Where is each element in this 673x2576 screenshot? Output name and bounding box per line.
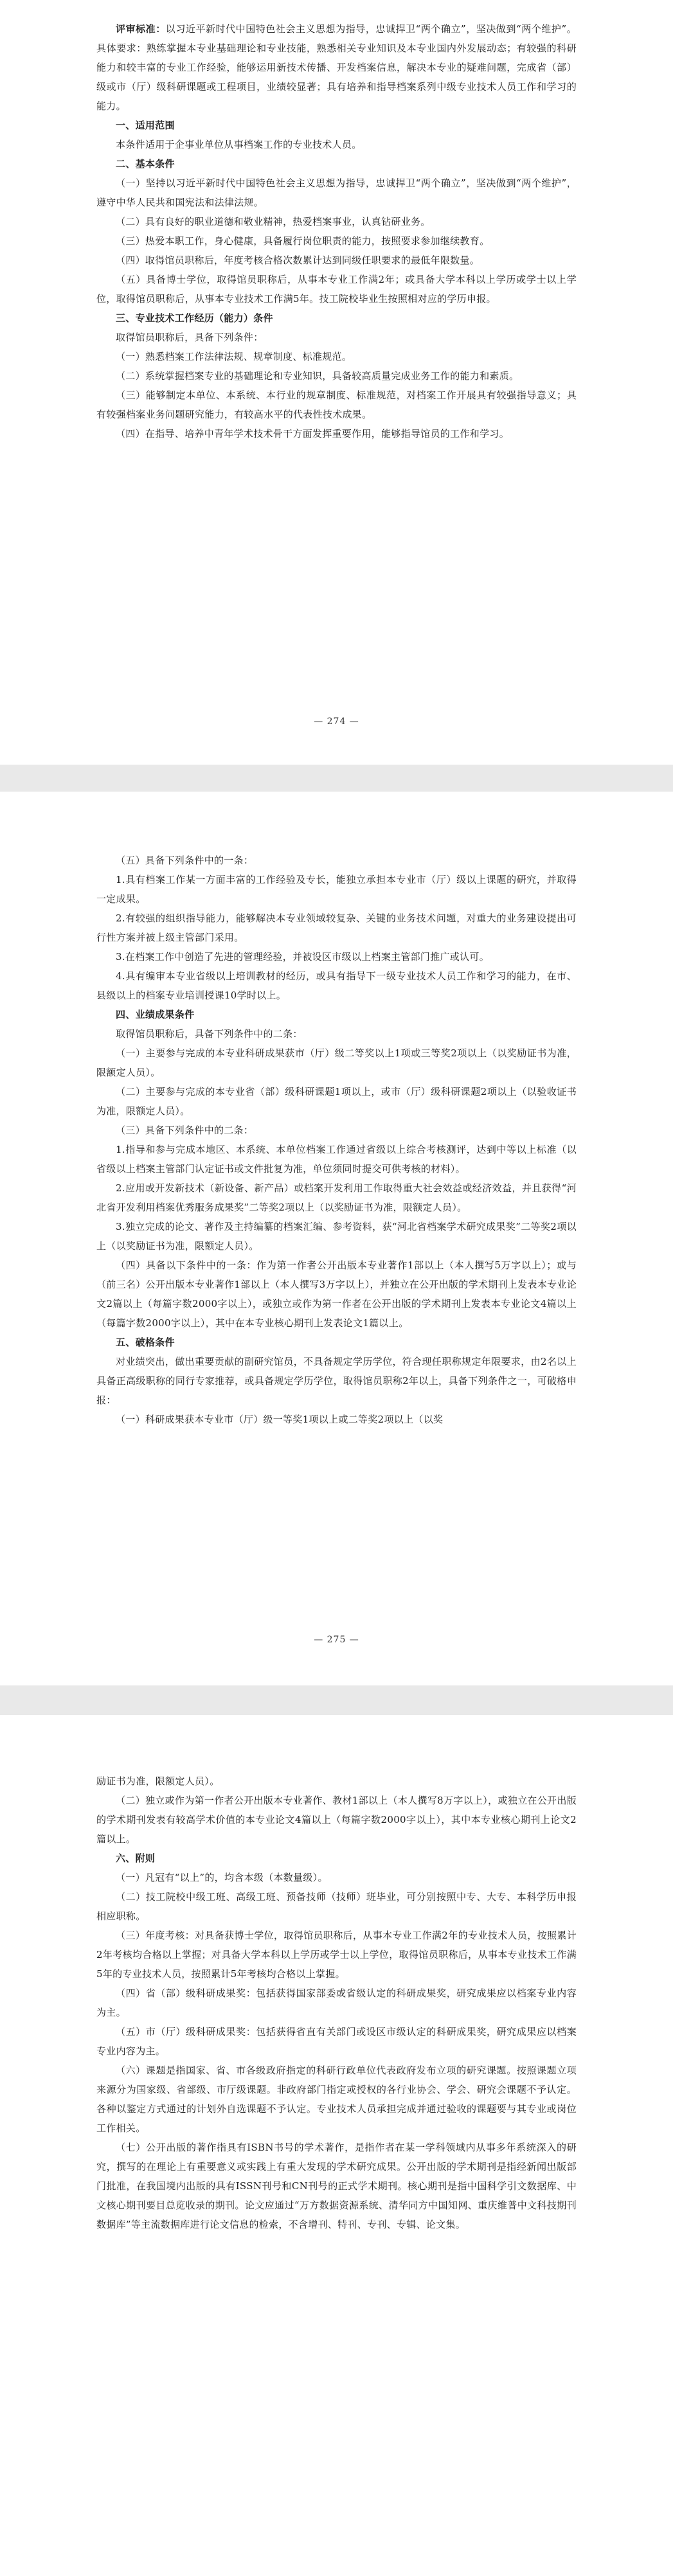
paragraph: 2.有较强的组织指导能力，能够解决本专业领域较复杂、关键的业务技术问题，对重大的业务建设提出可行性方案并被上级主管部门采用。 — [96, 912, 577, 943]
section-title-exceptional: 五、破格条件 — [116, 1337, 175, 1348]
paragraph: （一）熟悉档案工作法律法规、规章制度、标准规范。 — [116, 351, 352, 362]
evaluation-standard-label: 评审标准： — [116, 23, 166, 35]
paragraph: （七）公开出版的著作指具有ISBN书号的学术著作，是指作者在某一学科领域内从事多年系统深入的研究，撰写的在理论上有重要意义或实践上有重大发现的学术研究成果。公开出版的学术期刊是指经新闻出版部门批准，在我国境内出版的具有ISSN刊号和CN刊号的正式学术期刊。核心期刊是指中国科学引文数据库、中文核心期刊要目总览收录的期刊。论文应通过“万方数据资源系统、清华同方中国知网、重庆维普中文科技期刊数据库”等主流数据库进行论文信息的检索，不含增刊、特刊、专刊、专辑、论文集。 — [96, 2142, 577, 2230]
paragraph: （一）坚持以习近平新时代中国特色社会主义思想为指导，忠诚捍卫“两个确立”，坚决做到“两个维护”，遵守中华人民共和国宪法和法律法规。 — [96, 177, 577, 208]
paragraph: 1.具有档案工作某一方面丰富的工作经验及专长，能独立承担本专业市（厅）级以上课题的研究，并取得一定成果。 — [96, 874, 577, 905]
paragraph: （四）取得馆员职称后，年度考核合格次数累计达到同级任职要求的最低年限数量。 — [116, 254, 480, 266]
paragraph: （六）课题是指国家、省、市各级政府指定的科研行政单位代表政府发布立项的研究课题。按照课题立项来源分为国家级、省部级、市厅级课题。非政府部门指定或授权的各行业协会、学会、研究会课题不予认定。各种以鉴定方式通过的计划外自选课题不予认定。专业技术人员承担完成并通过验收的课题要与其专业或岗位工作相关。 — [96, 2065, 577, 2134]
section-title-basic-conditions: 二、基本条件 — [116, 158, 175, 170]
paragraph: 对业绩突出，做出重要贡献的副研究馆员，不具备规定学历学位，符合现任职称规定年限要求，由2名以上具备正高级职称的同行专家推荐，或具备规定学历学位，取得馆员职称2年以上，具备下列条件之一，可破格申报： — [96, 1356, 577, 1406]
paragraph: （五）具备博士学位，取得馆员职称后，从事本专业工作满2年；或具备大学本科以上学历或学士以上学位，取得馆员职称后，从事本专业技术工作满5年。技工院校毕业生按照相对应的学历申报。 — [96, 274, 577, 305]
paragraph: 3.在档案工作中创造了先进的管理经验，并被设区市级以上档案主管部门推广或认可。 — [116, 951, 490, 963]
paragraph: 取得馆员职称后，具备下列条件： — [116, 332, 264, 343]
paragraph: （五）市（厅）级科研成果奖：包括获得省直有关部门或设区市级认定的科研成果奖，研究成果应以档案专业内容为主。 — [96, 2026, 577, 2057]
section-title-experience: 三、专业技术工作经历（能力）条件 — [116, 312, 273, 324]
page-number: — 275 — — [314, 1635, 359, 1645]
paragraph: （二）主要参与完成的本专业省（部）级科研课题1项以上，或市（厅）级科研课题2项以上（以验收证书为准，限额定人员）。 — [96, 1086, 577, 1117]
paragraph: 3.独立完成的论文、著作及主持编纂的档案汇编、参考资料，获“河北省档案学术研究成果奖”二等奖2项以上（以奖励证书为准，限额定人员）。 — [96, 1221, 577, 1252]
paragraph: 励证书为准，限额定人员）。 — [96, 1775, 220, 1787]
paragraph: （三）具备下列条件中的二条： — [116, 1124, 254, 1136]
paragraph: 4.具有编审本专业省级以上培训教材的经历，或具有指导下一级专业技术人员工作和学习的能力，在市、县级以上的档案专业培训授课10学时以上。 — [96, 970, 577, 1001]
paragraph: （三）热爱本职工作，身心健康，具备履行岗位职责的能力，按照要求参加继续教育。 — [116, 235, 490, 247]
paragraph: （二）独立或作为第一作者公开出版本专业著作、教材1部以上（本人撰写8万字以上），或独立在公开出版的学术期刊发表有较高学术价值的本专业论文4篇以上（每篇字数2000字以上），其中本专业核心期刊上论文2篇以上。 — [96, 1795, 577, 1845]
section-title-achievements: 四、业绩成果条件 — [116, 1009, 195, 1020]
paragraph: （一）主要参与完成的本专业科研成果获市（厅）级二等奖以上1项或三等奖2项以上（以奖励证书为准，限额定人员）。 — [96, 1047, 577, 1078]
paragraph: （四）具备以下条件中的一条：作为第一作者公开出版本专业著作1部以上（本人撰写5万字以上）；或与（前三名）公开出版本专业著作1部以上（本人撰写3万字以上），并独立在公开出版的学术期刊上发表本专业论文2篇以上（每篇字数2000字以上），或独立或作为第一作者在公开出版的学术期刊上发表本专业论文4篇以上（每篇字数2000字以上），其中在本专业核心期刊上发表论文1篇以上。 — [96, 1259, 577, 1329]
document-page-274 — [0, 0, 673, 765]
document-page-276 — [0, 1715, 673, 2576]
paragraph: （二）系统掌握档案专业的基础理论和专业知识，具备较高质量完成业务工作的能力和素质。 — [116, 370, 519, 382]
paragraph: （一）凡冠有“以上”的，均含本级（本数量级）。 — [116, 1872, 328, 1883]
paragraph: （二）具有良好的职业道德和敬业精神，热爱档案事业，认真钻研业务。 — [116, 216, 431, 227]
paragraph: （一）科研成果获本专业市（厅）级一等奖1项以上或二等奖2项以上（以奖 — [116, 1414, 444, 1425]
paragraph: 1.指导和参与完成本地区、本系统、本单位档案工作通过省级以上综合考核测评，达到中等以上标准（以省级以上档案主管部门认定证书或文件批复为准，单位须同时提交可供考核的材料）。 — [96, 1144, 577, 1175]
paragraph: （五）具备下列条件中的一条： — [116, 855, 254, 866]
paragraph: （四）在指导、培养中青年学术技术骨干方面发挥重要作用，能够指导馆员的工作和学习。 — [116, 428, 510, 440]
paragraph: （三）能够制定本单位、本系统、本行业的规章制度、标准规范，对档案工作开展具有较强指导意义；具有较强档案业务问题研究能力，有较高水平的代表性技术成果。 — [96, 389, 577, 420]
evaluation-standard-paragraph — [96, 19, 577, 116]
paragraph: 取得馆员职称后，具备下列条件中的二条： — [116, 1028, 303, 1040]
page-number: — 274 — — [314, 716, 359, 727]
paragraph: 本条件适用于企事业单位从事档案工作的专业技术人员。 — [116, 139, 362, 150]
section-title-appendix: 六、附则 — [116, 1852, 156, 1864]
paragraph: （二）技工院校中级工班、高级工班、预备技师（技师）班毕业，可分别按照中专、大专、本科学历申报相应职称。 — [96, 1891, 577, 1922]
section-title-scope: 一、适用范围 — [116, 120, 175, 131]
paragraph: 2.应用或开发新技术（新设备、新产品）或档案开发利用工作取得重大社会效益或经济效益，并且获得“河北省开发利用档案优秀服务成果奖”二等奖2项以上（以奖励证书为准，限额定人员）。 — [96, 1182, 577, 1213]
evaluation-standard-text: 以习近平新时代中国特色社会主义思想为指导，忠诚捍卫“两个确立”，坚决做到“两个维护”。具体要求：熟练掌握本专业基础理论和专业技能，熟悉相关专业知识及本专业国内外发展动态；有较强的科研能力和较丰富的专业工作经验，能够运用新技术传播、开发档案信息，解决本专业的疑难问题，完成省（部）级或市（厅）级科研课题或工程项目，业绩较显著；具有培养和指导档案系列中级专业技术人员工作和学习的能力。 — [96, 23, 577, 112]
paragraph: （三）年度考核：对具备获博士学位，取得馆员职称后，从事本专业工作满2年的专业技术人员，按照累计2年考核均合格以上掌握；对具备大学本科以上学历或学士以上学位，取得馆员职称后，从事本专业技术工作满5年的专业技术人员，按照累计5年考核均合格以上掌握。 — [96, 1930, 577, 1980]
paragraph: （四）省（部）级科研成果奖：包括获得国家部委或省级认定的科研成果奖，研究成果应以档案专业内容为主。 — [96, 1987, 577, 2018]
document-page-275 — [0, 792, 673, 1685]
